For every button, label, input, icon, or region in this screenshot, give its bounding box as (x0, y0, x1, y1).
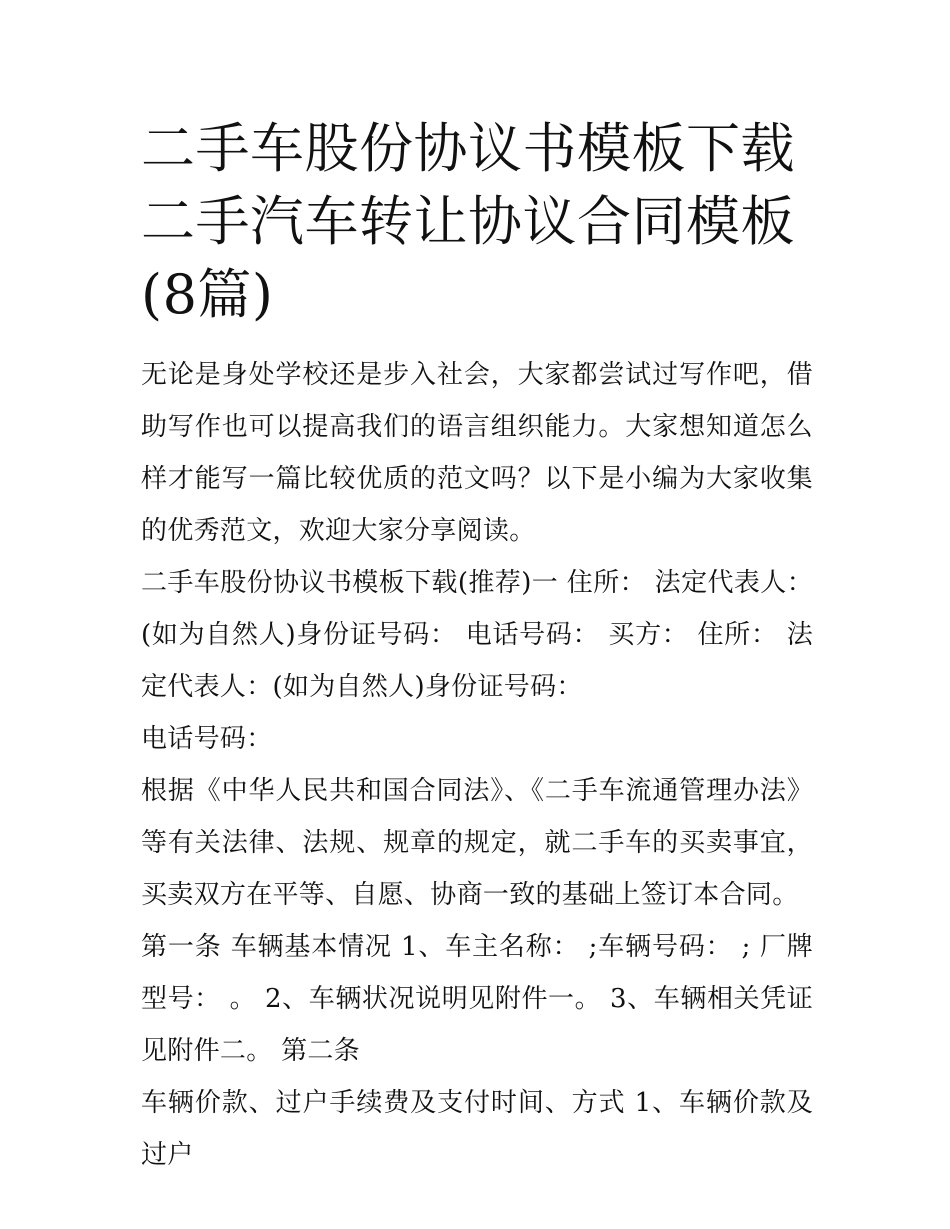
legal-basis-paragraph: 根据《中华人民共和国合同法》、《二手车流通管理办法》等有关法律、法规、规章的规定，就二手车的买卖事宜，买卖双方在平等、自愿、协商一致的基础上签订本合同。 (141, 776, 813, 910)
article-one-paragraph: 第一条 车辆基本情况 1、车主名称： ;车辆号码： ; 厂牌型号： 。 2、车辆状况说明见附件一。 3、车辆相关凭证见附件二。 第二条 (141, 932, 813, 1066)
article-two-paragraph: 车辆价款、过户手续费及支付时间、方式 1、车辆价款及过户 (141, 1088, 813, 1170)
document-page (141, 112, 813, 1181)
intro-paragraph: 无论是身处学校还是步入社会，大家都尝试过写作吧，借助写作也可以提高我们的语言组织能力。大家想知道怎么样才能写一篇比较优质的范文吗？以下是小编为大家收集的优秀范文，欢迎大家分享阅读。 (141, 360, 813, 546)
parties-paragraph: 二手车股份协议书模板下载(推荐)一 住所： 法定代表人：(如为自然人)身份证号码： 电话号码： 买方： 住所： 法定代表人：(如为自然人)身份证号码： (141, 568, 813, 702)
phone-paragraph: 电话号码： (141, 724, 273, 754)
document-title: 二手车股份协议书模板下载 二手汽车转让协议合同模板(8篇) (141, 117, 795, 326)
